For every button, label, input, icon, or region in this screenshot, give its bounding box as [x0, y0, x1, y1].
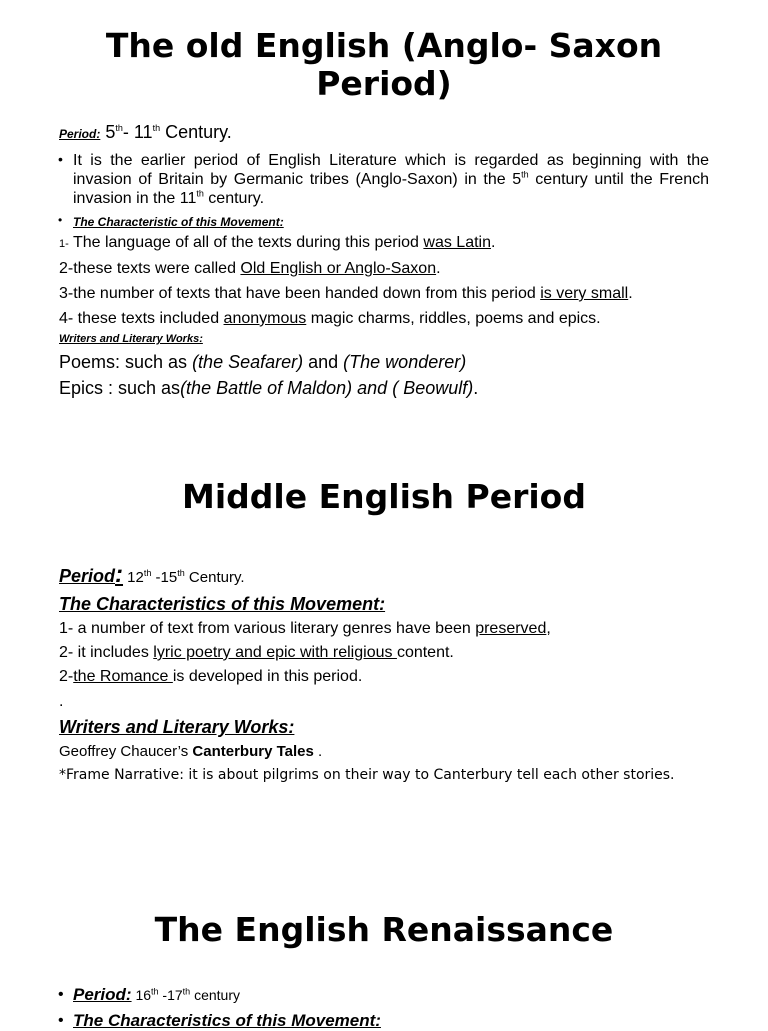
section3-characteristics-heading: The Characteristics of this Movement:: [73, 1011, 381, 1030]
section1-period: Period: 5th- 11th Century.: [59, 122, 232, 142]
section1-item-3: 3-the number of texts that have been handed down from this period is very small.: [59, 285, 633, 302]
section2-frame-narrative: *Frame Narrative: it is about pilgrims on their way to Canterbury tell each other stories.: [59, 767, 675, 783]
section2-item-3: 2-the Romance is developed in this period.: [59, 668, 363, 685]
period-label: Period:: [59, 127, 101, 141]
section1-intro-paragraph: It is the earlier period of English Literature which is regarded as beginning with the invasion of Britain by Germanic tribes (Anglo-Saxon) in the 5th century until the French invasion in the 11th century.: [73, 152, 710, 207]
section3-title: The English Renaissance: [154, 910, 614, 949]
section3-period: Period: 16th -17th century: [73, 985, 240, 1004]
section2-item-2: 2- it includes lyric poetry and epic with religious content.: [59, 644, 454, 661]
section1-title-line1: The old English (Anglo- Saxon: [105, 26, 663, 65]
bullet-icon: •: [58, 213, 63, 227]
section1-item-1: 1- The language of all of the texts during this period was Latin.: [59, 234, 496, 251]
section2-characteristics-heading: The Characteristics of this Movement:: [59, 594, 386, 614]
section2-title: Middle English Period: [182, 477, 586, 516]
bullet-icon: •: [58, 986, 64, 1003]
section2-writers-heading: Writers and Literary Works:: [59, 717, 295, 737]
section1-characteristics-heading: The Characteristic of this Movement:: [73, 215, 284, 229]
section2-chaucer: Geoffrey Chaucer’s Canterbury Tales .: [59, 743, 323, 760]
section1-poems: Poems: such as (the Seafarer) and (The wonderer): [59, 352, 467, 372]
bullet-icon: •: [58, 151, 63, 167]
section2-item-1: 1- a number of text from various literary genres have been preserved,: [59, 620, 551, 637]
section1-epics: Epics : such as(the Battle of Maldon) and ( Beowulf).: [59, 378, 479, 398]
section1-writers-heading: Writers and Literary Works:: [59, 333, 203, 345]
section1-item-4: 4- these texts included anonymous magic charms, riddles, poems and epics.: [59, 310, 601, 327]
bullet-icon: •: [58, 1012, 64, 1029]
section1-title-line2: Period): [316, 64, 452, 103]
section2-dot: .: [59, 693, 64, 710]
section1-item-2: 2-these texts were called Old English or Anglo-Saxon.: [59, 260, 441, 277]
section2-period: Period: 12th -15th Century.: [59, 561, 245, 588]
